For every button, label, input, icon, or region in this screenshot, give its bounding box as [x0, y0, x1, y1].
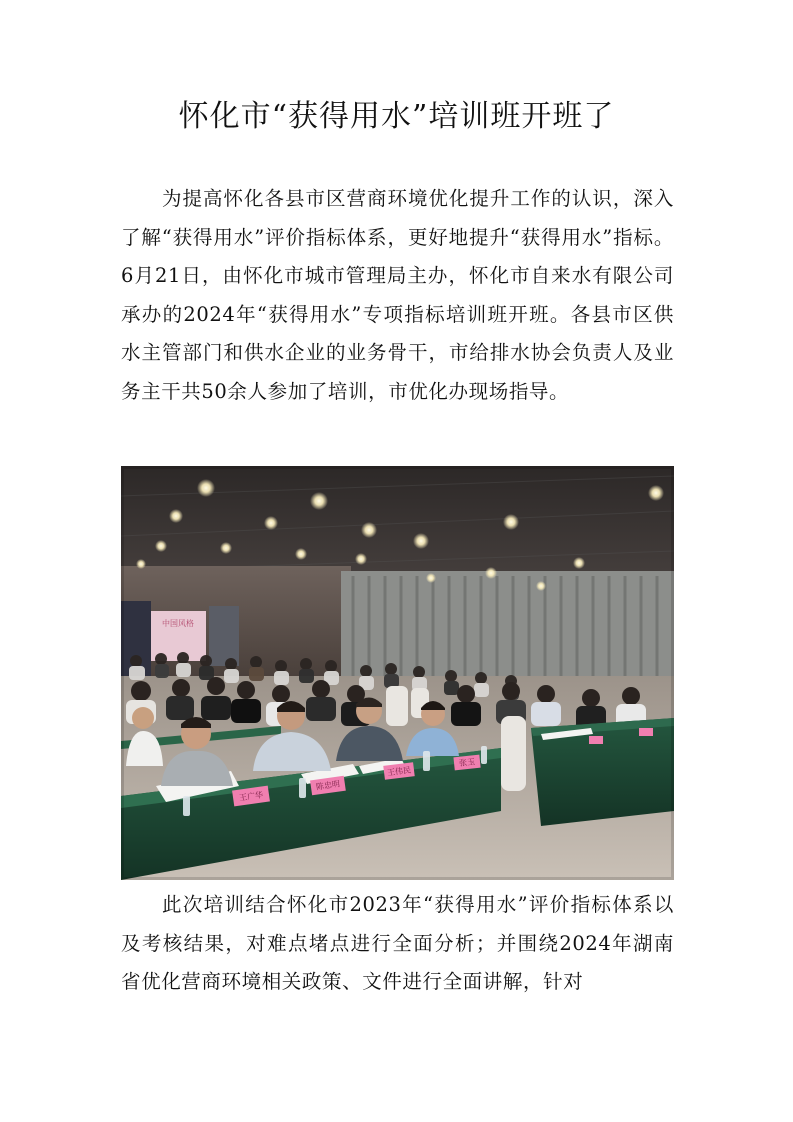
- paragraph-training: 此次培训结合怀化市2023年“获得用水”评价指标体系以及考核结果，对难点堵点进行全面分析；并围绕2024年湖南省优化营商环境相关政策、文件进行全面讲解，针对: [121, 893, 674, 993]
- training-photo: [121, 466, 674, 880]
- name-card-3: 王伟民: [386, 765, 412, 778]
- document-title: 怀化市“获得用水”培训班开班了: [178, 99, 615, 134]
- name-card-1: 王广华: [238, 790, 264, 803]
- name-card-4: 张玉: [458, 757, 476, 768]
- banner-text: 中国风格: [162, 619, 194, 628]
- name-card-2: 陈忠明: [315, 779, 341, 792]
- paragraph-intro: 为提高怀化各县市区营商环境优化提升工作的认识，深入了解“获得用水”评价指标体系，更好地提升“获得用水”指标。6月21日，由怀化市城市管理局主办，怀化市自来水有限公司承办的2024年“获得用水”专项指标培训班开班。各县市区供水主管部门和供水企业的业务骨干，市给排水协会负责人及业务主干共50余人参加了培训，市优化办现场指导。: [121, 187, 674, 403]
